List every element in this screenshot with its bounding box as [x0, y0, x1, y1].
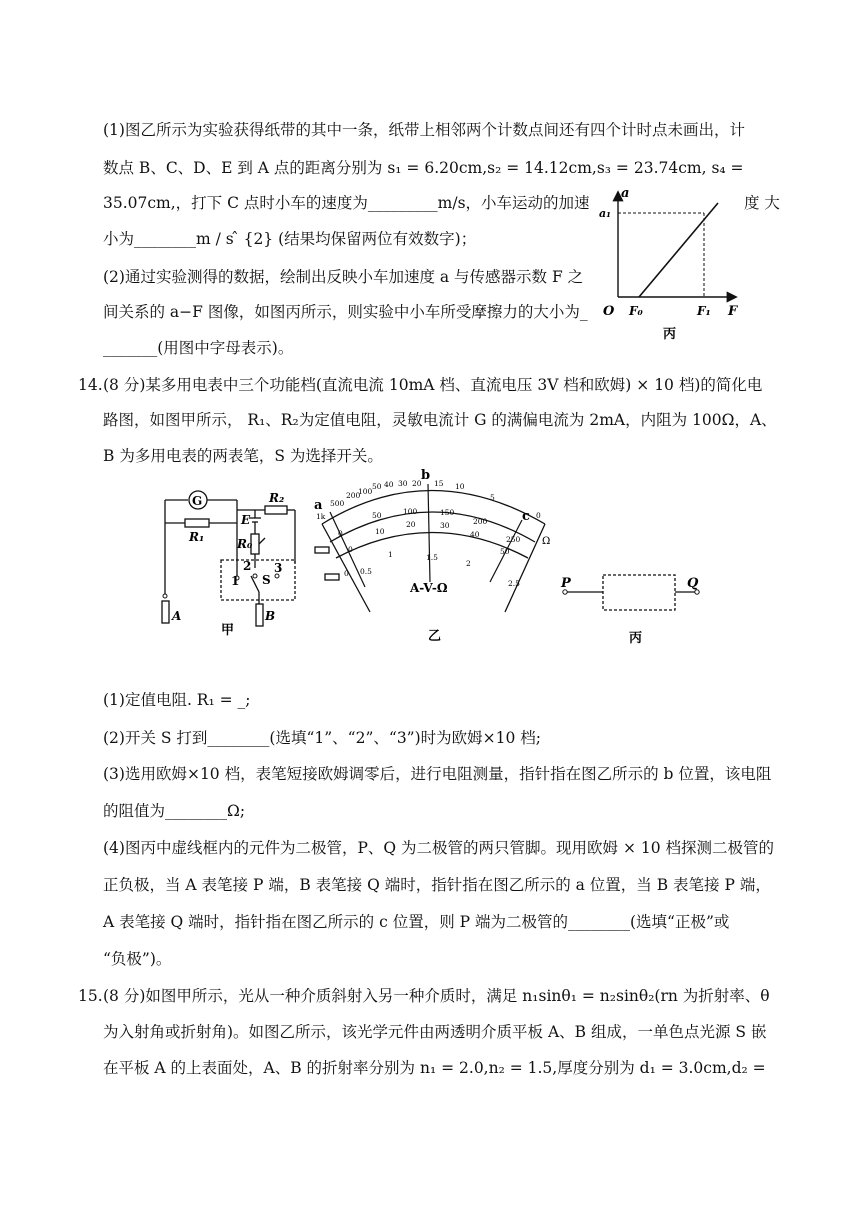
diode-box [603, 575, 675, 610]
terminal-1: 1 [231, 574, 240, 588]
mid-arc [330, 512, 535, 542]
meter-caption: 乙 [428, 629, 442, 644]
probe-a [162, 601, 169, 623]
low-tick: 10 [375, 527, 385, 536]
o-label: O [603, 304, 615, 319]
graph-line [639, 203, 718, 297]
q13-part2-line3: _______(用图中字母表示)。 [103, 339, 294, 357]
r1-label: R₁ [189, 530, 205, 544]
q15-line2: 为入射角或折射角)。如图乙所示，该光学元件由两透明介质平板 A、B 组成，一单色点光源 S 嵌 [103, 1023, 767, 1041]
label-a: a [314, 498, 323, 513]
q14-sub3-line1: (3)选用欧姆×10 档，表笔短接欧姆调零后，进行电阻测量，指针指在图乙所示的 b 位置，该电阻 [103, 765, 772, 783]
v-tick: 1 [388, 550, 393, 559]
q14-sub3-line2: 的阻值为________Ω; [103, 802, 246, 820]
a-label: a [621, 186, 630, 201]
g-label: G [192, 494, 203, 508]
low-tick: 40 [470, 530, 480, 539]
v-tick: 2.5 [508, 579, 520, 588]
q15-line3: 在平板 A 的上表面处，A、B 的折射率分别为 n₁ = 2.0,n₂ = 1.5,厚度分别为 d₁ = 3.0cm,d₂ = [103, 1059, 766, 1077]
mid-tick: 250 [506, 535, 521, 544]
ohm-tick: 0 [536, 511, 541, 520]
q13-part1-line3b: 度 大 [744, 194, 780, 212]
v-tick: 1.5 [426, 553, 438, 562]
resistor-r1 [185, 519, 209, 527]
q14-sub4-line1: (4)图丙中虚线框内的元件为二极管，P、Q 为二极管的两只管脚。现用欧姆 × 10 档探测二极管的 [103, 839, 775, 857]
q13-part1-line2: 数点 B、C、D、E 到 A 点的距离分别为 s₁ = 6.20cm,s₂ = 14.12cm,s₃ = 23.74cm, s₄ = [103, 159, 744, 177]
q14-line2: 路图，如图甲所示， R₁、R₂为定值电阻，灵敏电流计 G 的满偏电流为 2mA，内阻为 100Ω，A、 [103, 411, 777, 429]
circuit-diagram [155, 468, 305, 636]
switch-s-label: S [262, 573, 271, 587]
circuit-caption: 甲 [221, 623, 235, 636]
q13-part1-line3a: 35.07cm,，打下 C 点时小车的速度为_________m/s，小车运动的加速 [103, 194, 590, 212]
q13-part1-line4: 小为________m / s ̂ {2} (结果均保留两位有效数字)； [103, 230, 477, 248]
probe-b-label: B [265, 609, 276, 623]
f0-label: F₀ [629, 304, 643, 318]
graph-caption: 丙 [663, 327, 677, 342]
mid-tick: 0 [338, 529, 343, 538]
q14-number: 14. [78, 376, 103, 394]
p-label: P [561, 576, 571, 591]
q-label: Q [687, 576, 699, 591]
a-f-graph [593, 185, 743, 365]
ohm-tick: 10 [455, 482, 465, 491]
omega-label: Ω [542, 536, 551, 547]
resistor-r2 [265, 506, 287, 514]
ohm-tick: 30 [398, 479, 408, 488]
probe-a-label: A [172, 609, 182, 623]
ohm-tick: 100 [358, 487, 373, 496]
ohm-symbol-box [315, 547, 329, 553]
q15-number: 15. [78, 987, 103, 1005]
terminal-2: 2 [243, 559, 252, 573]
ohm-tick: 200 [346, 491, 361, 500]
e-label: E [241, 513, 251, 527]
mid-tick: 200 [473, 517, 488, 526]
terminal-3: 3 [274, 561, 283, 575]
low-tick: 20 [406, 520, 416, 529]
q14-line1: (8 分)某多用电表中三个功能档(直流电流 10mA 档、直流电压 3V 档和欧姆) × 10 档)的简化电 [103, 376, 763, 394]
low-tick: 30 [440, 521, 450, 530]
low-tick: 0 [348, 545, 353, 554]
r0-label: R₀ [237, 537, 253, 551]
q14-sub4-line2: 正负极，当 A 表笔接 P 端，B 表笔接 Q 端时，指针指在图乙所示的 a 位置，当 B 表笔接 P 端， [103, 876, 771, 894]
q13-part1-line1: (1)图乙所示为实验获得纸带的其中一条，纸带上相邻两个计数点间还有四个计时点未画出，计 [103, 121, 745, 139]
q15-line1: (8 分)如图甲所示，光从一种介质斜射入另一种介质时，满足 n₁sinθ₁ = n₂sinθ₂(rn 为折射率、θ [103, 987, 770, 1005]
scale-label: A-V-Ω [410, 581, 448, 595]
a1-label: a₁ [599, 207, 611, 220]
ohm-tick: 5 [490, 493, 495, 502]
ohm-tick: 500 [330, 499, 345, 508]
label-c: c [522, 509, 530, 524]
ohm-tick: 40 [384, 480, 394, 489]
mid-tick: 100 [403, 507, 418, 516]
q14-sub2: (2)开关 S 打到________(选填“1”、“2”、“3”)时为欧姆×10 档; [103, 729, 542, 747]
ohm-tick: 1k [316, 512, 326, 521]
ohm-tick: 50 [372, 482, 382, 491]
ohm-tick: 15 [434, 479, 444, 488]
mid-tick: 50 [372, 511, 382, 520]
v-symbol-box [325, 574, 339, 580]
q14-sub4-line4: “负极”)。 [103, 950, 172, 968]
mid-tick: 150 [440, 508, 455, 517]
f-label: F [728, 304, 738, 319]
q14-line3: B 为多用电表的两表笔，S 为选择开关。 [103, 447, 383, 465]
label-b: b [421, 468, 431, 483]
q13-part2-line1: (2)通过实验测得的数据，绘制出反映小车加速度 a 与传感器示数 F 之 [103, 268, 584, 286]
r2-label: R₂ [269, 491, 285, 505]
v-tick: 2 [466, 559, 471, 568]
q14-sub1: (1)定值电阻. R₁ = _; [103, 691, 251, 709]
diode-caption: 丙 [629, 631, 643, 646]
low-tick: 50 [500, 547, 510, 556]
probe-b [256, 604, 263, 626]
q14-sub4-line3: A 表笔接 Q 端时，指针指在图乙所示的 c 位置，则 P 端为二极管的________(选填“正极”或 [103, 913, 730, 931]
meter-dial [310, 462, 570, 647]
ohm-tick: 20 [412, 479, 422, 488]
v-tick: 0.5 [360, 567, 372, 576]
v-tick: 0 [344, 569, 349, 578]
f1-label: F₁ [697, 304, 711, 318]
diode-diagram [555, 560, 705, 650]
q13-part2-line2: 间关系的 a−F 图像，如图丙所示，则实验中小车所受摩擦力的大小为_ [103, 303, 588, 321]
